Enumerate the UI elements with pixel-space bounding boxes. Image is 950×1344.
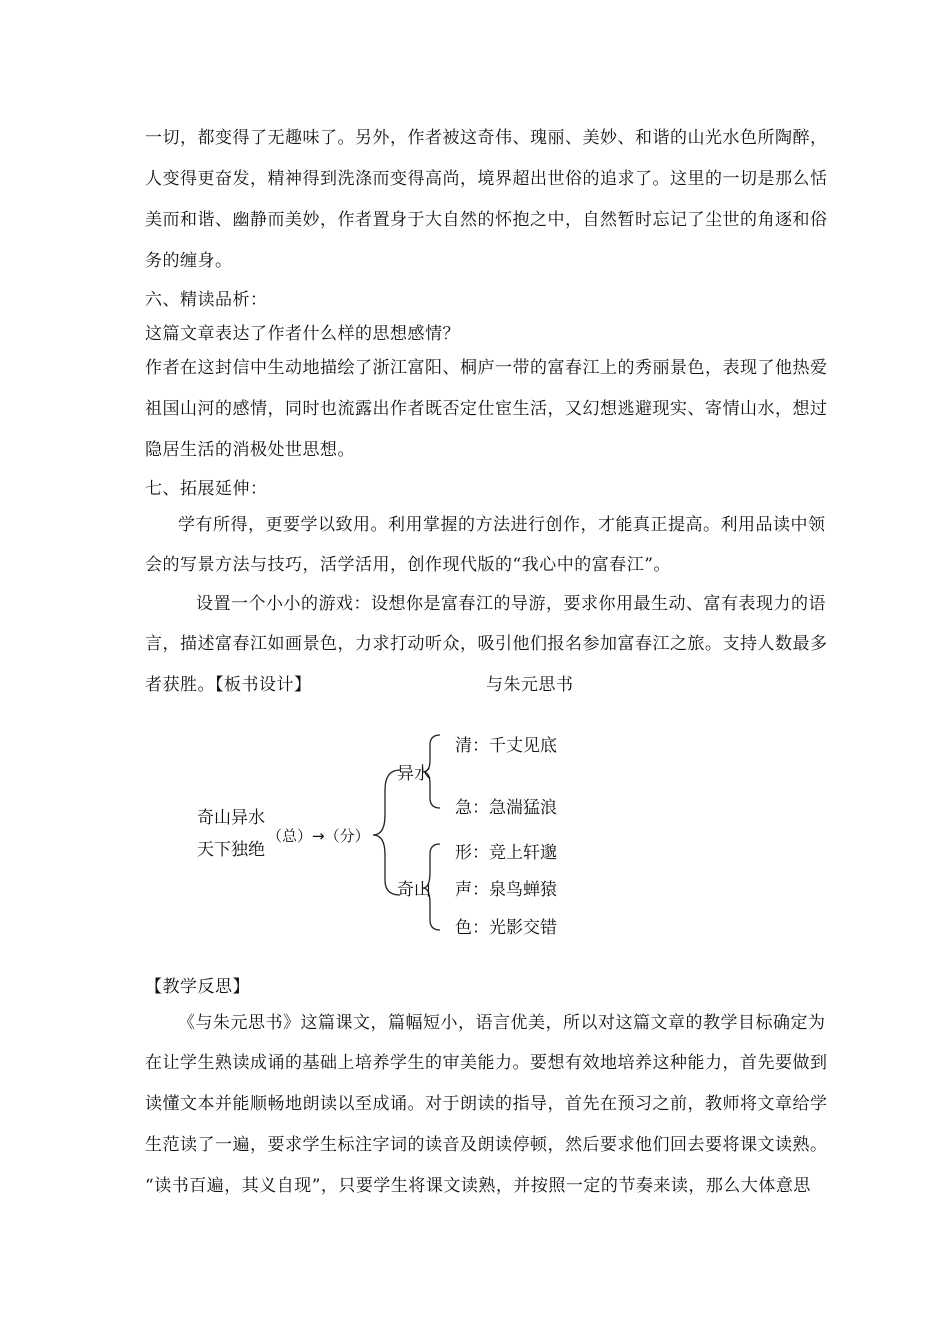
section-heading-seven: 七、拓展延伸： [145,479,268,499]
reflection-heading: 【教学反思】 [145,977,250,997]
paragraph-line: 学有所得，更要学以致用。利用掌握的方法进行创作，才能真正提高。利用品读中领 [178,515,826,535]
main-brace [373,770,400,895]
paragraph-line: 一切，都变得了无趣味了。另外，作者被这奇伟、瑰丽、美妙、和谐的山光水色所陶醉， [145,128,828,148]
diagram-water-item: 清：千丈见底 [455,736,557,756]
board-design-title: 与朱元思书 [486,675,574,695]
section-heading-six: 六、精读品析： [145,290,268,310]
paragraph-line: 会的写景方法与技巧，活学活用，创作现代版的“我心中的富春江”。 [145,555,671,575]
question-line: 这篇文章表达了作者什么样的思想感情？ [145,324,460,344]
paragraph-line: 务的缠身。 [145,251,233,271]
board-design-diagram [185,720,605,950]
paragraph-line: 《与朱元思书》这篇课文，篇幅短小，语言优美，所以对这篇文章的教学目标确定为 [178,1013,826,1033]
diagram-left-line-2: 天下独绝 [197,840,265,860]
paragraph-line: 在让学生熟读成诵的基础上培养学生的审美能力。要想有效地培养这种能力，首先要做到 [145,1053,828,1073]
diagram-general-to-specific: （总）→（分） [267,827,370,845]
paragraph-line: 生范读了一遍，要求学生标注字词的读音及朗读停顿，然后要求他们回去要将课文读熟。 [145,1135,828,1155]
paragraph-line: 作者在这封信中生动地描绘了浙江富阳、桐庐一带的富春江上的秀丽景色，表现了他热爱 [145,358,828,378]
diagram-left-line-1: 奇山异水 [197,808,265,828]
paragraph-line: 祖国山河的感情，同时也流露出作者既否定仕宦生活，又幻想逃避现实、寄情山水，想过 [145,399,828,419]
diagram-mountain-item: 声：泉鸟蝉猿 [455,880,557,900]
diagram-water: 异水 [397,764,431,784]
paragraph-line: 者获胜。【板书设计】 [145,675,312,695]
paragraph-line: 设置一个小小的游戏：设想你是富春江的导游，要求你用最生动、富有表现力的语 [196,594,826,614]
diagram-mountain: 奇山 [397,880,431,900]
paragraph-line: “读书百遍，其义自现”，只要学生将课文读熟，并按照一定的节奏来读，那么大体意思 [145,1176,811,1196]
diagram-mountain-item: 形：竞上轩邈 [455,843,557,863]
paragraph-line: 言，描述富春江如画景色，力求打动听众，吸引他们报名参加富春江之旅。支持人数最多 [145,634,828,654]
diagram-mountain-item: 色：光影交错 [455,918,557,938]
paragraph-line: 人变得更奋发，精神得到洗涤而变得高尚，境界超出世俗的追求了。这里的一切是那么恬 [145,169,828,189]
paragraph-line: 美而和谐、幽静而美妙，作者置身于大自然的怀抱之中，自然暂时忘记了尘世的角逐和俗 [145,210,828,230]
paragraph-line: 读懂文本并能顺畅地朗读以至成诵。对于朗读的指导，首先在预习之前，教师将文章给学 [145,1094,828,1114]
diagram-water-item: 急：急湍猛浪 [455,798,557,818]
paragraph-line: 隐居生活的消极处世思想。 [145,440,355,460]
